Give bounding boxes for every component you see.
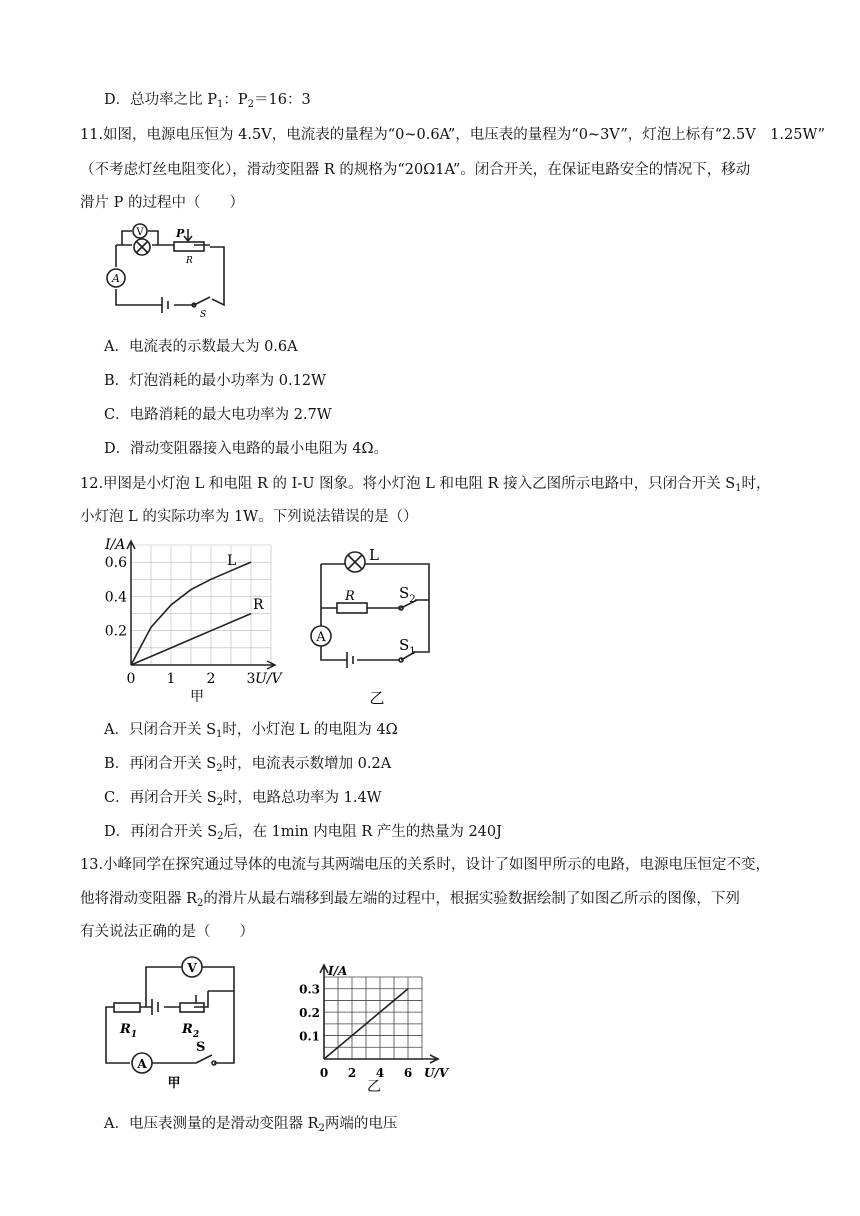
q12-curve-l-label: L	[227, 553, 237, 569]
option-text: A．电压表测量的是滑动变阻器 R	[104, 1116, 319, 1132]
option-text: C．再闭合开关 S	[104, 790, 217, 806]
q11-option-a: A．电流表的示数最大为 0.6A	[104, 339, 298, 355]
x-tick-label: 1	[166, 671, 176, 687]
q10-option-d-end: ＝16：3	[254, 92, 311, 108]
q12-lamp-label: L	[369, 546, 379, 564]
x-tick-label: 2	[347, 1066, 357, 1080]
y-tick-label: 0.4	[104, 589, 127, 606]
y-axis	[127, 541, 135, 665]
subscript: 2	[217, 831, 224, 842]
subscript: 1	[216, 729, 223, 740]
q10-option-d-text: D．总功率之比 P	[104, 92, 217, 108]
subscript: 1	[217, 99, 224, 110]
y-tick-label: 0.2	[104, 623, 127, 640]
q13-iu-graph	[290, 963, 465, 1093]
q12-circuit-diagram	[305, 538, 435, 713]
q12-option-b	[104, 754, 391, 774]
x-axis	[131, 661, 275, 669]
q12-resistor-label: R	[345, 589, 355, 604]
option-text: A．只闭合开关 S	[104, 722, 217, 738]
q13-r2-label: $R_2$	[182, 1022, 200, 1040]
option-text: D．再闭合开关 S	[104, 824, 218, 840]
y-tick-label: 0.1	[299, 1029, 320, 1044]
q11-voltmeter-label: V	[136, 227, 144, 238]
x-tick-label: 6	[403, 1066, 413, 1080]
x-tick-label: 0	[126, 671, 136, 687]
q10-option-d-mid: ：P	[223, 92, 248, 108]
q13-voltmeter-label: V	[187, 961, 197, 975]
subscript: 2	[216, 763, 223, 774]
q11-slider-label: P	[176, 227, 185, 240]
q12-circuit-caption: 乙	[369, 689, 385, 707]
q12-stem-text-end: 时，	[741, 476, 771, 492]
x-tick-label: 3	[246, 671, 256, 687]
option-text: B．再闭合开关 S	[104, 756, 217, 772]
q13-graph-caption: 乙	[367, 1079, 381, 1095]
q13-stem-text: 他将滑动变阻器 R	[80, 891, 198, 907]
q13-graph-xlabel: U/V	[424, 1066, 449, 1080]
x-tick-label: 2	[206, 671, 216, 687]
q13-circuit-caption: 甲	[167, 1076, 181, 1091]
q13-stem-line3: 有关说法正确的是（ ）	[80, 924, 254, 940]
q13-stem-line1: 13.小峰同学在探究通过导体的电流与其两端电压的关系时，设计了如图甲所示的电路，电源电压恒定不变，	[80, 857, 771, 873]
x-axis	[324, 1055, 438, 1063]
q13-graph-ylabel: I/A	[328, 964, 348, 978]
subscript: 2	[216, 797, 224, 808]
q11-stem-line3: 滑片 P 的过程中（ ）	[80, 195, 244, 211]
y-tick-label: 0.3	[299, 982, 320, 997]
q11-option-c: C．电路消耗的最大电功率为 2.7W	[104, 407, 332, 423]
q11-option-b: B．灯泡消耗的最小功率为 0.12W	[104, 373, 326, 389]
option-text-end: 后，在 1min 内电阻 R 产生的热量为 240J	[223, 824, 502, 840]
q12-switch1-label: $S_1$	[399, 636, 416, 657]
q11-stem-line2: （不考虑灯丝电阻变化），滑动变阻器 R 的规格为“20Ω1A”。闭合开关，在保证电路安全的情况下，移动	[80, 162, 751, 178]
q13-ammeter-label: A	[137, 1057, 147, 1071]
q12-ammeter-label: A	[316, 630, 326, 645]
option-text-end: 两端的电压	[324, 1116, 398, 1132]
y-tick-label: 0.2	[299, 1006, 320, 1021]
q12-stem-line1	[80, 474, 771, 494]
y-tick-label: 0.6	[104, 555, 127, 572]
q13-circuit-diagram	[100, 955, 250, 1090]
q12-iu-graph	[97, 535, 297, 705]
q13-switch-label: S	[196, 1040, 206, 1055]
q11-resistor-label: R	[186, 256, 193, 266]
q13-stem-line2	[80, 889, 740, 909]
option-text-end: 时，电流表示数增加 0.2A	[222, 756, 392, 772]
q12-option-d	[104, 822, 502, 842]
q12-graph-caption: 甲	[190, 689, 204, 705]
q13-option-a	[104, 1114, 397, 1134]
q12-switch2-label: $S_2$	[399, 584, 416, 605]
q11-stem-line1: 11.如图，电源电压恒为 4.5V，电流表的量程为“0~0.6A”，电压表的量程为“0~3V”，灯泡上标有“2.5V 1.25W”	[80, 127, 826, 143]
q12-graph-xlabel: U/V	[255, 671, 282, 687]
q13-r1-label: $R_1$	[120, 1022, 138, 1040]
q11-switch-label: S	[200, 310, 207, 320]
subscript: 2	[318, 1123, 325, 1134]
q13-stem-text-end: 的滑片从最右端移到最左端的过程中，根据实验数据绘制了如图乙所示的图像，下列	[203, 891, 740, 907]
q12-stem-line2: 小灯泡 L 的实际功率为 1W。下列说法错误的是（）	[80, 509, 418, 525]
x-tick-label: 4	[375, 1066, 385, 1080]
q12-option-a	[104, 720, 398, 740]
x-tick-label: 0	[319, 1066, 329, 1080]
option-text-end: 时，电路总功率为 1.4W	[223, 790, 382, 806]
q12-graph-ylabel: I/A	[105, 537, 126, 553]
subscript: 1	[735, 483, 742, 494]
q11-ammeter-label: A	[112, 272, 120, 285]
option-text-end: 时，小灯泡 L 的电阻为 4Ω	[222, 722, 398, 738]
subscript: 2	[197, 898, 204, 909]
q11-option-d: D．滑动变阻器接入电路的最小电阻为 4Ω。	[104, 441, 388, 457]
q12-curve-r-label: R	[253, 597, 264, 613]
q12-option-c	[104, 788, 382, 808]
q11-circuit-diagram	[102, 225, 232, 320]
subscript: 2	[247, 99, 255, 110]
q12-stem-text: 12.甲图是小灯泡 L 和电阻 R 的 I-U 图象。将小灯泡 L 和电阻 R 接入乙图所示电路中，只闭合开关 S	[80, 476, 736, 492]
q10-option-d	[104, 90, 311, 110]
